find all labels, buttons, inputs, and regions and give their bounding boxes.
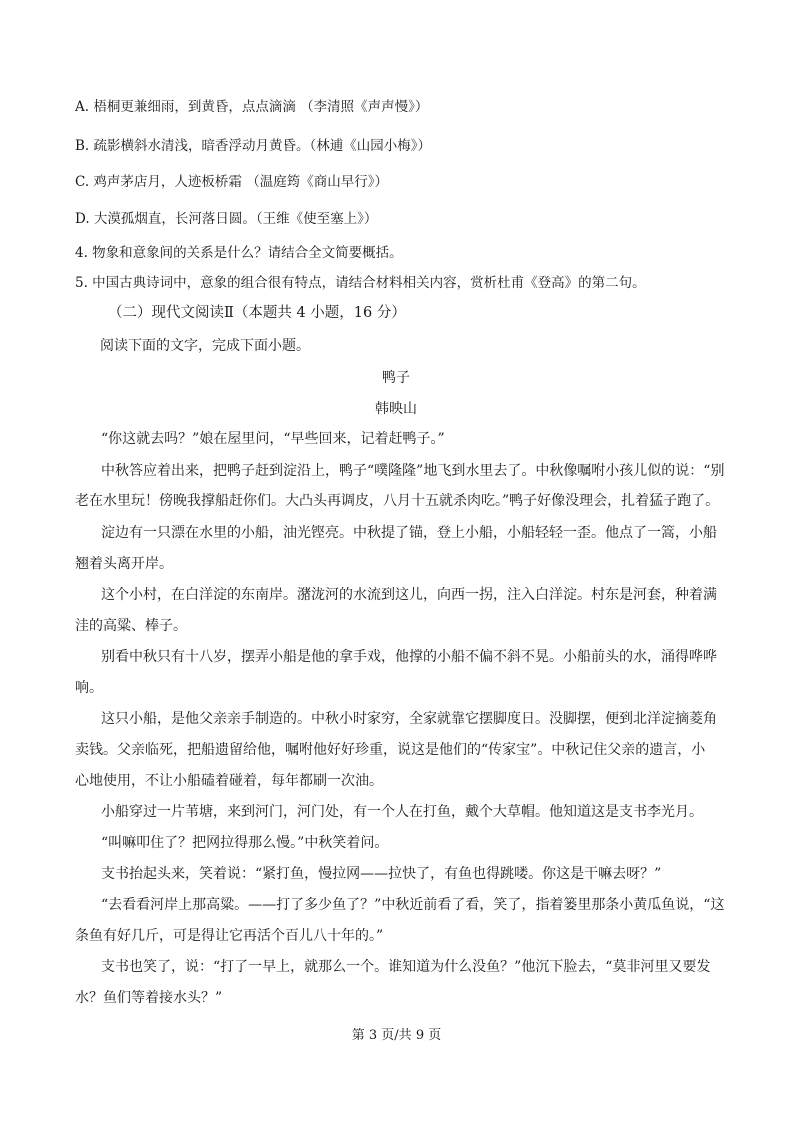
body-line: 淀边有一只漂在水里的小船，油光铿亮。中秋提了锚，登上小船，小船轻轻一歪。他点了一篙，小船 xyxy=(101,525,717,541)
body-line: “去看看河岸上那高粱。——打了多少鱼了？”中秋近前看了看，笑了，指着篓里那条小黄瓜鱼说，“这 xyxy=(101,897,725,913)
body-line: 条鱼有好几斤，可是得让它再活个百儿八十年的。” xyxy=(75,928,384,944)
body-line: 支书抬起头来，笑着说：“紧打鱼，慢拉网——拉快了，有鱼也得跳喽。你这是干嘛去呀？” xyxy=(101,866,662,882)
option-a: A. 梧桐更兼细雨，到黄昏，点点滴滴 （李清照《声声慢》） xyxy=(75,99,429,115)
body-line: 老在水里玩！傍晚我撑船赶你们。大凸头再调皮，八月十五就杀肉吃。”鸭子好像没理会，扎着猛子跑了。 xyxy=(75,493,720,509)
body-line: 中秋答应着出来，把鸭子赶到淀沿上，鸭子“噗隆隆”地飞到水里去了。中秋像嘱咐小孩儿似的说：“别 xyxy=(101,463,725,479)
body-line: “叫嘛叩住了？把网拉得那么慢。”中秋笑着问。 xyxy=(101,835,389,851)
instruction: 阅读下面的文字，完成下面小题。 xyxy=(100,338,310,354)
body-line: 小船穿过一片苇塘，来到河门，河门处，有一个人在打鱼，戴个大草帽。他知道这是支书李光月。 xyxy=(101,804,703,820)
option-d: D. 大漠孤烟直，长河落日圆。（王维《使至塞上》） xyxy=(75,211,378,227)
page-footer: 第 3 页/共 9 页 xyxy=(351,1028,442,1043)
body-line: 卖钱。父亲临死，把船遗留给他，嘱咐他好好珍重，说这是他们的“传家宝”。中秋记住父亲的遗言，小 xyxy=(75,742,706,758)
body-line: 心地使用，不让小船磕着碰着，每年都刷一次油。 xyxy=(75,773,383,789)
question-4: 4. 物象和意象间的关系是什么？请结合全文简要概括。 xyxy=(75,245,403,261)
body-line: “你这就去吗？”娘在屋里问，“早些回来，记着赶鸭子。” xyxy=(101,431,445,447)
story-author: 韩映山 xyxy=(375,401,417,417)
body-line: 洼的高粱、棒子。 xyxy=(75,618,187,634)
body-line: 翘着头离开岸。 xyxy=(75,556,173,572)
story-title: 鸭子 xyxy=(382,370,410,386)
question-5: 5. 中国古典诗词中，意象的组合很有特点，请结合材料相关内容，赏析杜甫《登高》的第二句。 xyxy=(75,275,646,291)
option-c: C. 鸡声茅店月，人迹板桥霜 （温庭筠《商山早行》） xyxy=(75,174,388,190)
option-b: B. 疏影横斜水清浅，暗香浮动月黄昏。（林逋《山园小梅》） xyxy=(75,138,432,154)
body-line: 别看中秋只有十八岁，摆弄小船是他的拿手戏，他撑的小船不偏不斜不晃。小船前头的水，涌得哗哗 xyxy=(101,649,717,665)
body-line: 这个小村，在白洋淀的东南岸。潴泷河的水流到这儿，向西一拐，注入白洋淀。村东是河套，种着满 xyxy=(101,587,717,603)
body-line: 这只小船，是他父亲亲手制造的。中秋小时家穷，全家就靠它摆脚度日。没脚摆，便到北洋淀摘菱角 xyxy=(101,711,717,727)
body-line: 支书也笑了，说：“打了一早上，就那么一个。谁知道为什么没鱼？”他沉下脸去，“莫非河里又要发 xyxy=(101,959,711,975)
body-line: 水？鱼们等着接水头？” xyxy=(75,990,223,1006)
section-heading: （二）现代文阅读Ⅱ（本题共 4 小题，16 分） xyxy=(108,305,406,321)
body-line: 响。 xyxy=(75,680,103,696)
